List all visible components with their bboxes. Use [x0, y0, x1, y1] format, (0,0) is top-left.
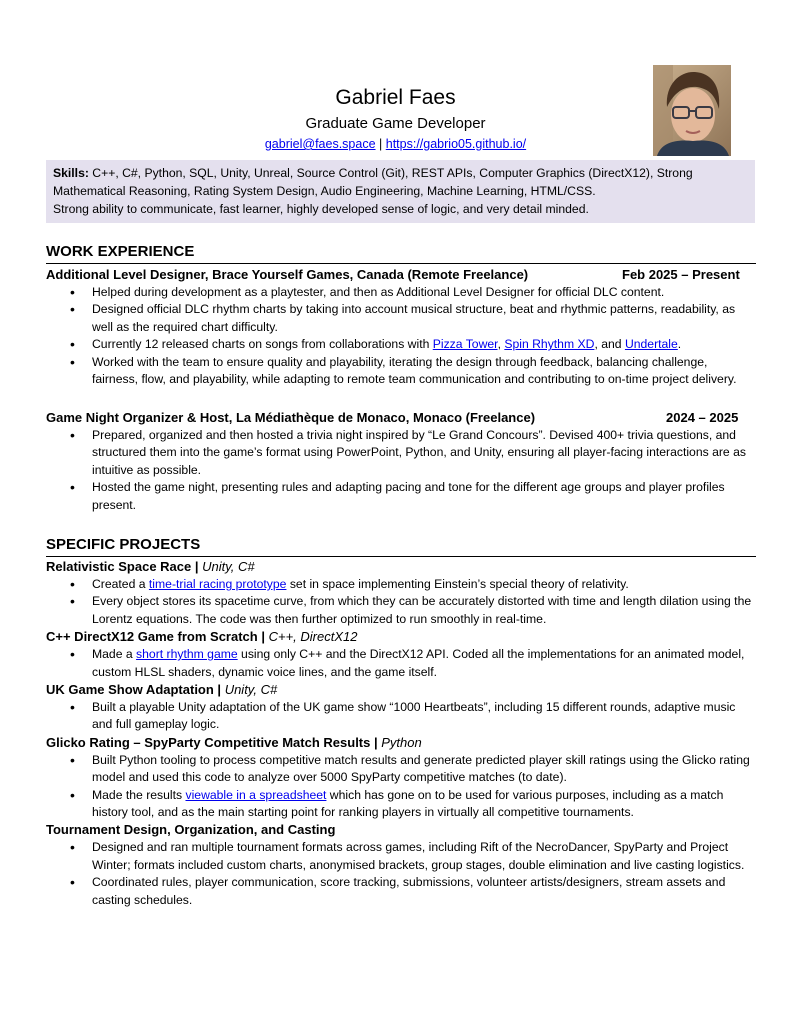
job-title: Additional Level Designer, Brace Yourself Games, Canada (Remote Freelance): [46, 267, 529, 282]
list-item: • Helped during development as a playtester, and then as Additional Level Designer for official DLC content.: [46, 284, 756, 301]
list-item: • Designed official DLC rhythm charts by taking into account musical structure, beat and rhythmic patterns, readability, as well as the required chart difficulty.: [46, 301, 756, 336]
bullet-text: set in space implementing Einstein’s special theory of relativity.: [286, 577, 629, 591]
project-tech: Unity, C#: [224, 682, 278, 698]
project-tech: C++, DirectX12: [268, 629, 358, 645]
list-item: • Designed and ran multiple tournament formats across games, including Rift of the NecroDancer, SpyParty and Project Winter; formats included custom charts, anonymised brackets, group stages, double elimination and live casting logistics.: [46, 839, 756, 874]
list-item: • Built Python tooling to process competitive match results and generate predicted player skill ratings using the Glicko rating model and used this code to analyze over 5000 SpyParty competitive matches (to date).: [46, 752, 756, 787]
email-link[interactable]: gabriel@faes.space: [264, 137, 376, 151]
profile-photo-image: [653, 65, 731, 156]
undertale-link[interactable]: Undertale: [624, 337, 678, 352]
project-name: C++ DirectX12 Game from Scratch: [46, 629, 258, 645]
project-separator: |: [213, 682, 225, 698]
list-item: [46, 336, 756, 353]
list-item: • Prepared, organized and then hosted a trivia night inspired by “Le Grand Concours”. Devised 400+ trivia questions, and structured them into the game’s format using PowerPoint, Python, and Unity, ensuring all player-facing interactions are as intuitive as possible.: [46, 427, 756, 479]
list-item: • Coordinated rules, player communication, score tracking, submissions, volunteer artists/designers, stream assets and casting schedules.: [46, 874, 756, 909]
specific-projects-heading: SPECIFIC PROJECTS: [46, 535, 756, 557]
project-name: Relativistic Space Race: [46, 559, 192, 574]
profile-photo: [653, 65, 731, 156]
project-separator: |: [191, 559, 203, 574]
job-bullets: [46, 284, 756, 388]
list-item: • Hosted the game night, presenting rules and adapting pacing and tone for the different age groups and player profiles present.: [46, 479, 756, 514]
list-item: [46, 646, 756, 681]
project-bullets: [46, 752, 756, 822]
project-bullets: [46, 839, 756, 909]
project-title: [46, 558, 756, 576]
project-bullets: [46, 646, 756, 681]
job-header: [46, 409, 756, 427]
pizza-tower-link[interactable]: Pizza Tower: [432, 337, 498, 352]
project-separator: |: [257, 629, 269, 645]
project-tech: Python: [381, 734, 422, 750]
job-bullets: [46, 427, 756, 514]
list-item: • Worked with the team to ensure quality and playability, iterating the design through feedback, balancing challenge, fairness, flow, and playability, while adapting to remote team communication and contributing to on-time project delivery.: [46, 354, 756, 389]
job-mediatheque-monaco: [46, 409, 756, 514]
list-item: • Every object stores its spacetime curve, from which they can be accurately distorted with time and length dilation using the Lorentz equations. The code was then further optimized to run smoothly in real-time.: [46, 593, 756, 628]
bullet-text: Created a: [92, 577, 149, 591]
list-item: [46, 576, 756, 593]
candidate-role: Graduate Game Developer: [305, 115, 486, 132]
bullet-text: Made the results: [92, 787, 186, 802]
short-rhythm-game-link[interactable]: short rhythm game: [136, 647, 238, 662]
bullet-text: which has gone on to be used for various purposes, including as a match history tool, and as the main starting point for ranking players in virtually all competitive tournaments.: [92, 787, 724, 820]
bullet-text: using only C++ and the DirectX12 API. Coded all the implementations for an animated model, custom HLSL shaders, dynamic voice lines, and the game itself.: [92, 647, 745, 679]
bullet-text: , and: [594, 337, 625, 352]
skills-box: [46, 160, 755, 223]
project-title: [46, 681, 756, 699]
job-title: Game Night Organizer & Host, La Médiathèque de Monaco, Monaco (Freelance): [46, 410, 536, 425]
project-bullets: [46, 699, 756, 734]
job-date: Feb 2025 – Present: [622, 267, 740, 282]
project-title: [46, 628, 756, 646]
bullet-text: Made a: [92, 647, 137, 662]
list-item: [46, 787, 756, 822]
skills-traits: Strong ability to communicate, fast learner, highly developed sense of logic, and very detail minded.: [53, 202, 589, 216]
bullet-text: Currently 12 released charts on songs from collaborations with: [92, 337, 433, 352]
project-name: UK Game Show Adaptation: [46, 682, 214, 698]
job-date: 2024 – 2025: [666, 410, 739, 425]
candidate-name: Gabriel Faes: [335, 86, 456, 109]
project-name: Glicko Rating – SpyParty Competitive Match Results: [46, 734, 371, 750]
skills-label: Skills:: [53, 166, 89, 180]
time-trial-racing-link[interactable]: time-trial racing prototype: [148, 577, 287, 591]
work-experience-heading: WORK EXPERIENCE: [46, 242, 756, 264]
projects-list: [46, 558, 756, 909]
project-separator: |: [370, 734, 382, 750]
project-name: Tournament Design, Organization, and Casting: [46, 822, 336, 838]
project-bullets: [46, 576, 756, 628]
job-header: [46, 266, 756, 284]
spreadsheet-link[interactable]: viewable in a spreadsheet: [185, 787, 327, 802]
project-title: [46, 734, 756, 752]
spin-rhythm-xd-link[interactable]: Spin Rhythm XD: [504, 337, 595, 352]
project-title: [46, 821, 756, 839]
website-link[interactable]: https://gabrio05.github.io/: [385, 137, 527, 151]
job-brace-yourself-games: [46, 266, 756, 388]
project-tech: Unity, C#: [202, 559, 255, 574]
list-item: • Built a playable Unity adaptation of the UK game show “1000 Heartbeats”, including 15 different rounds, adaptive music and full gameplay logic.: [46, 699, 756, 734]
bullet-text: ,: [497, 337, 505, 352]
bullet-text: .: [677, 337, 682, 352]
contact-separator: |: [379, 137, 383, 151]
skills-list: C++, C#, Python, SQL, Unity, Unreal, Source Control (Git), REST APIs, Computer Graphics (DirectX12), Strong Mathematical Reasoning, Rating System Design, Audio Engineering, Machine Learning, HTML/CSS.: [53, 166, 693, 198]
